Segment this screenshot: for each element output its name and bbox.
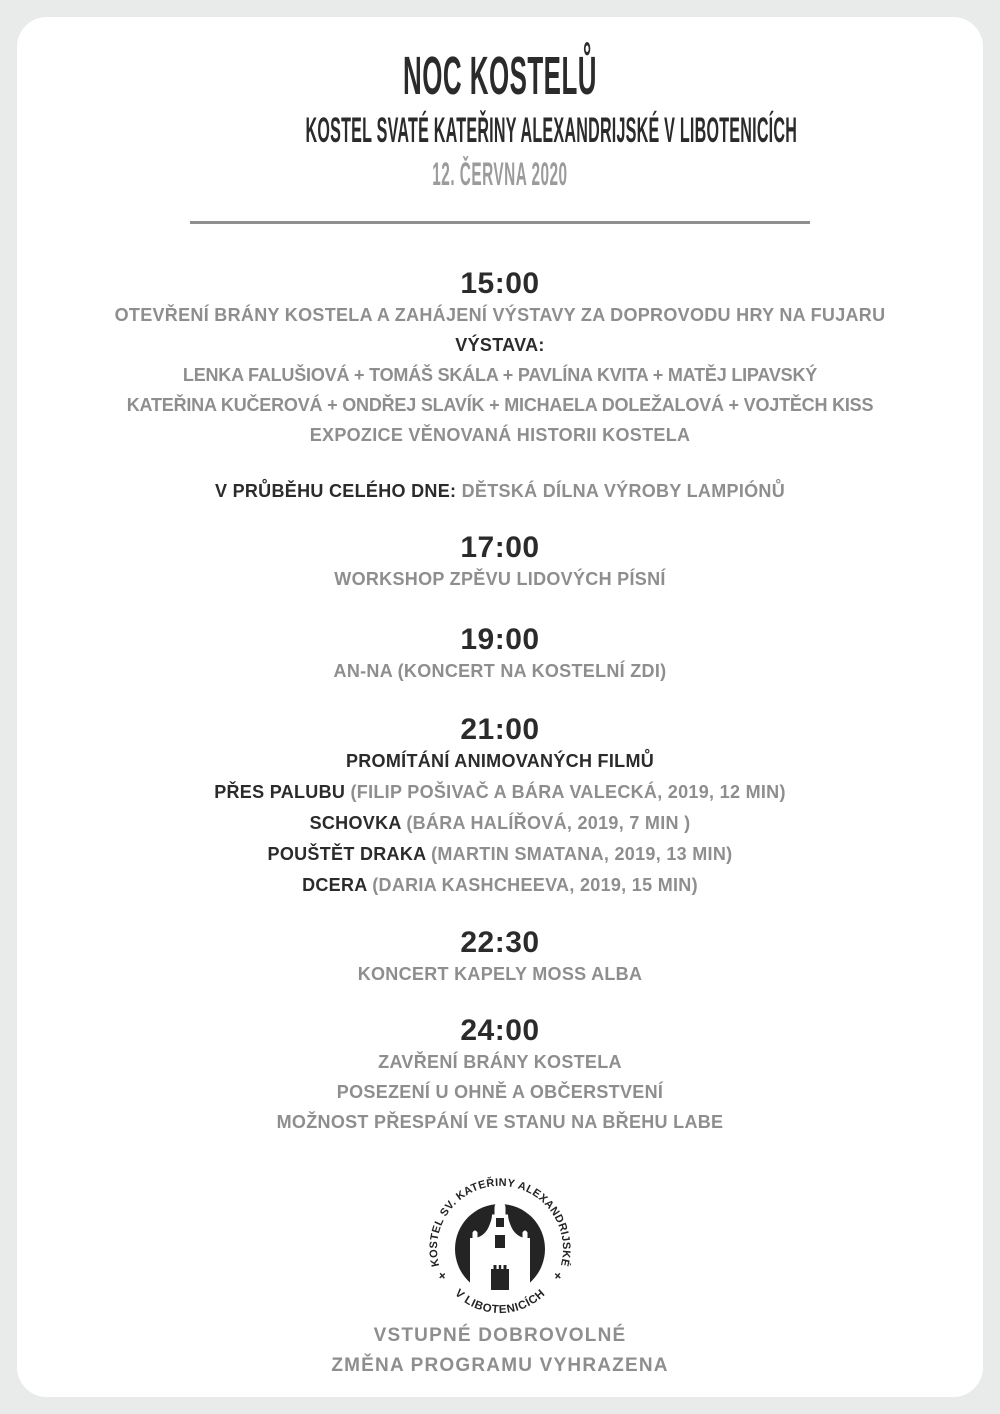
schedule-line: MOŽNOST PŘESPÁNÍ VE STANU NA BŘEHU LABE [276,1112,724,1132]
time-heading: 21:00 [460,713,540,746]
stamp-plus-right: + [549,1267,566,1284]
schedule-line: POSEZENÍ U OHNĚ A OBČERSTVENÍ [336,1082,664,1102]
footer-program-note: ZMĚNA PROGRAMU VYHRAZENA [331,1355,669,1376]
film-line [17,870,983,901]
schedule-line-exhibition-label: VÝSTAVA: [455,335,545,355]
time-heading: 19:00 [460,623,540,656]
poster-card [17,17,983,1397]
all-day-note [17,476,983,506]
time-heading: 17:00 [460,531,540,564]
film-title: DCERA [302,875,367,895]
logo-area [17,1157,983,1317]
time-heading: 22:30 [460,926,540,959]
schedule-line: WORKSHOP ZPĚVU LIDOVÝCH PÍSNÍ [334,569,666,589]
schedule-section-1700 [17,532,983,594]
film-detail: (MARTIN SMATANA, 2019, 13 MIN) [431,844,733,864]
schedule-line: AN-NA (KONCERT NA KOSTELNÍ ZDI) [333,661,667,681]
schedule-section-1500 [17,268,983,450]
film-line [17,808,983,839]
event-date: 12. ČERVNA 2020 [432,156,568,192]
film-title: PŘES PALUBU [214,782,346,802]
header-divider [190,221,810,224]
tower-window-upper [496,1218,504,1227]
schedule-line: ZAVŘENÍ BRÁNY KOSTELA [378,1052,622,1072]
schedule-line: EXPOZICE VĚNOVANÁ HISTORII KOSTELA [309,425,691,445]
films-heading: PROMÍTÁNÍ ANIMOVANÝCH FILMŮ [345,751,655,771]
schedule-section-2230 [17,927,983,989]
svg-text:V LIBOTENICÍCH [452,1287,547,1316]
poster-header [17,17,983,224]
film-detail: (FILIP POŠIVAČ A BÁRA VALECKÁ, 2019, 12 MIN) [350,782,786,802]
schedule-section-2100 [17,714,983,901]
event-title-row [17,46,983,106]
schedule [17,268,983,1137]
footer-admission: VSTUPNÉ DOBROVOLNÉ [373,1325,627,1346]
schedule-line: OTEVŘENÍ BRÁNY KOSTELA A ZAHÁJENÍ VÝSTAVY ZA DOPROVODU HRY NA FUJARU [114,305,886,325]
venue-subtitle-row [17,113,983,148]
schedule-line-artists-2: KATEŘINA KUČEROVÁ + ONDŘEJ SLAVÍK + MICHAELA DOLEŽALOVÁ + VOJTĚCH KISS [126,395,874,415]
poster-footer [17,1321,983,1381]
stamp-plus-left: + [434,1267,451,1284]
tower-window-lower [495,1235,505,1248]
film-line [17,777,983,808]
time-heading: 24:00 [460,1014,540,1047]
church-door [491,1265,509,1290]
stamp-arc-bottom-text: V LIBOTENICÍCH [452,1287,548,1317]
film-detail: (BÁRA HALÍŘOVÁ, 2019, 7 MIN ) [406,813,691,833]
schedule-section-2400 [17,1015,983,1137]
schedule-line-artists-1: LENKA FALUŠIOVÁ + TOMÁŠ SKÁLA + PAVLÍNA KVITA + MATĚJ LIPAVSKÝ [182,365,818,385]
schedule-section-1900 [17,624,983,686]
schedule-line: KONCERT KAPELY MOSS ALBA [357,964,643,984]
all-day-label: V PRŮBĚHU CELÉHO DNE: [214,481,457,501]
event-title: NOC KOSTELŮ [403,46,597,106]
event-date-row [17,158,983,190]
venue-subtitle: KOSTEL SVATÉ KATEŘINY ALEXANDRIJSKÉ V LIBOTENICÍCH [305,111,798,150]
church-stamp-icon [415,1157,585,1317]
film-line [17,839,983,870]
film-title: POUŠTĚT DRAKA [267,844,426,864]
time-heading: 15:00 [460,267,540,300]
film-title: SCHOVKA [309,813,402,833]
stamp-arc-top-text: KOSTEL SV. KATEŘINY ALEXANDRIJSKÉ [427,1176,573,1268]
film-detail: (DARIA KASHCHEEVA, 2019, 15 MIN) [372,875,698,895]
schedule-line-all-day [17,476,983,506]
all-day-value: DĚTSKÁ DÍLNA VÝROBY LAMPIÓNŮ [461,481,786,501]
